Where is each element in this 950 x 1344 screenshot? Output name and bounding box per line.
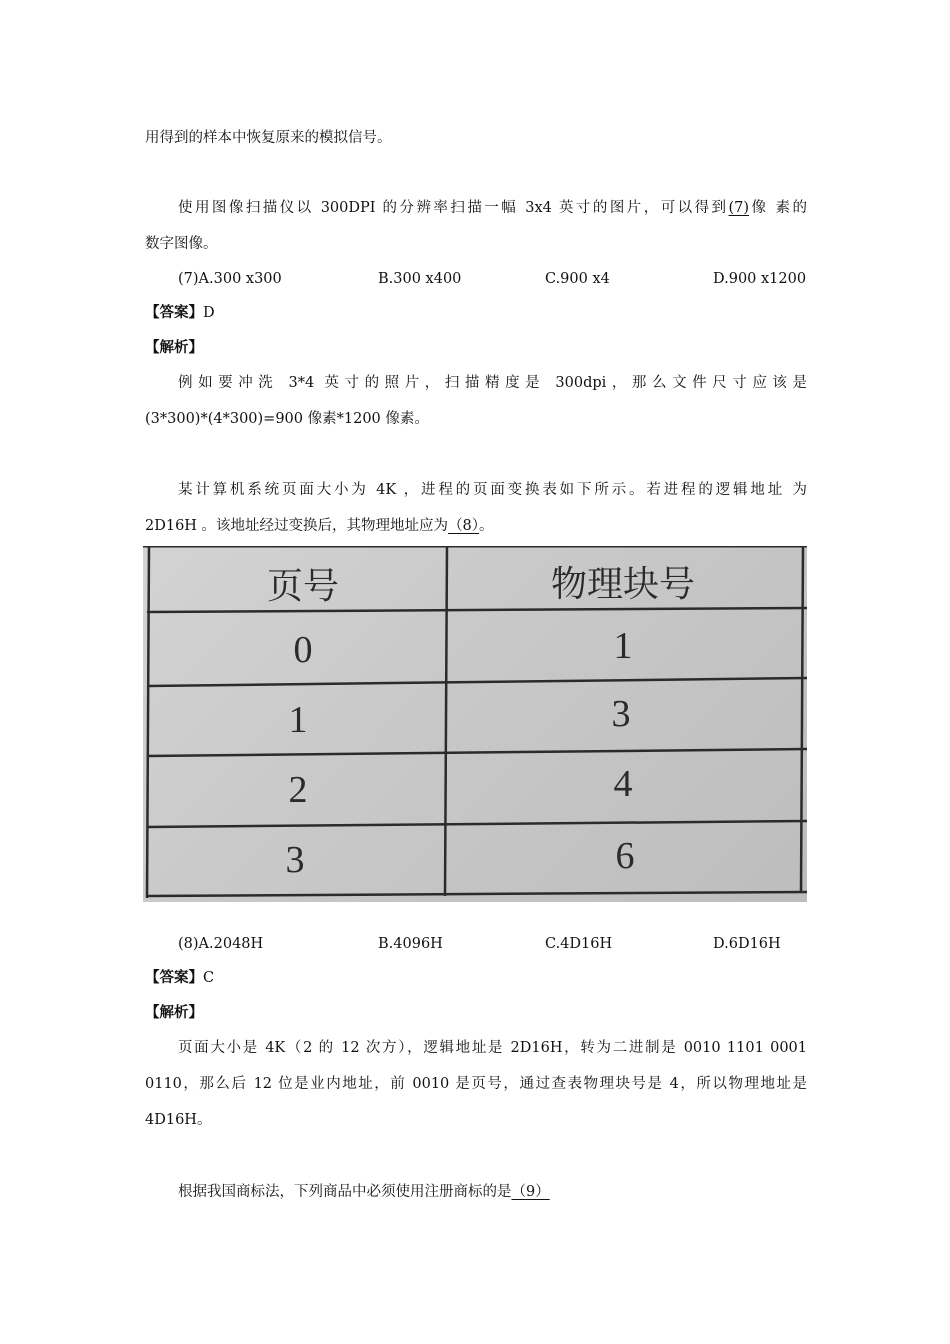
- cell-frame-1: 3: [611, 693, 631, 735]
- option-7-c: C.900 x4: [545, 271, 610, 287]
- cell-frame-2: 4: [613, 763, 633, 805]
- answer-label: 【答案】: [145, 305, 203, 321]
- option-7-a: (7)A.300 x300: [178, 271, 282, 287]
- question-9-text: 根据我国商标法，下列商品中必须使用注册商标的是: [178, 1184, 512, 1200]
- option-8-c: C.4D16H: [545, 936, 613, 952]
- answer-label: 【答案】: [145, 970, 203, 986]
- answer-7: [145, 303, 807, 323]
- answer-8: [145, 968, 807, 988]
- option-7-b: B.300 x400: [378, 271, 462, 287]
- analysis-8-line-2: 0110，那么后 12 位是业内地址，前 0010 是页号，通过查表物理块号是 4，所以物理地址是: [145, 1076, 807, 1092]
- analysis-8-label: 【解析】: [145, 1005, 203, 1021]
- cell-frame-3: 6: [615, 835, 635, 877]
- blank-8: （8）: [448, 518, 480, 534]
- analysis-7-label: 【解析】: [145, 340, 203, 356]
- cell-page-2: 2: [288, 769, 308, 811]
- question-7-line-2: 数字图像。: [145, 236, 218, 252]
- analysis-7-line-1: 例如要冲洗 3*4 英寸的照片，扫描精度是 300dpi，那么文件尺寸应该是: [178, 375, 807, 391]
- analysis-7-line-2: (3*300)*(4*300)=900 像素*1200 像素。: [145, 411, 429, 427]
- option-8-d: D.6D16H: [713, 936, 781, 952]
- line-continuation: 用得到的样本中恢复原来的模拟信号。: [145, 130, 392, 146]
- page-table-photo: [143, 546, 807, 902]
- cell-frame-0: 1: [613, 625, 633, 667]
- question-9: [178, 1182, 807, 1202]
- analysis-8-line-1: 页面大小是 4K（2 的 12 次方），逻辑地址是 2D16H，转为二进制是 0010 1101 0001: [178, 1040, 807, 1056]
- blank-7: (7): [728, 200, 750, 216]
- question-8-line-2: [145, 516, 807, 536]
- header-page-number: 页号: [266, 566, 339, 606]
- blank-9: （9）: [511, 1184, 550, 1200]
- question-7-text-tail: 像 素的: [749, 200, 807, 216]
- cell-page-0: 0: [293, 629, 313, 671]
- answer-value: C: [203, 970, 215, 986]
- option-8-a: (8)A.2048H: [178, 936, 264, 952]
- option-8-b: B.4096H: [378, 936, 443, 952]
- question-7-line-1: [178, 198, 807, 218]
- header-frame-number: 物理块号: [550, 564, 695, 604]
- question-8-text: 2D16H 。该地址经过变换后，其物理地址应为: [145, 518, 449, 534]
- question-7-text: 使用图像扫描仪以 300DPI 的分辨率扫描一幅 3x4 英寸的图片，可以得到: [178, 200, 729, 216]
- cell-page-1: 1: [288, 699, 308, 741]
- answer-value: D: [203, 305, 215, 321]
- analysis-8-line-3: 4D16H。: [145, 1112, 212, 1128]
- option-7-d: D.900 x1200: [713, 271, 807, 287]
- question-8-line-1: 某计算机系统页面大小为 4K ，进程的页面变换表如下所示。若进程的逻辑地址 为: [178, 482, 807, 498]
- question-8-period: 。: [479, 518, 494, 534]
- cell-page-3: 3: [285, 839, 305, 881]
